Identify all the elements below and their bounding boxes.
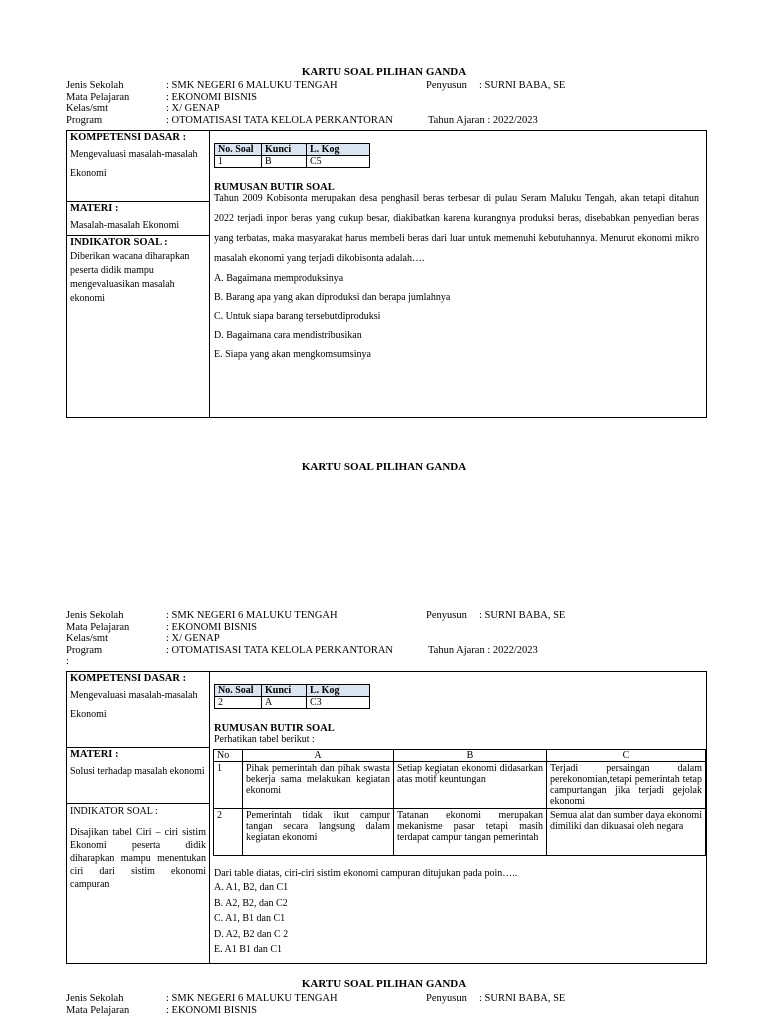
- key-value-no: 1: [215, 156, 262, 168]
- table-intro: Perhatikan tabel berikut :: [214, 734, 315, 745]
- kelas-value: : X/ GENAP: [166, 633, 220, 644]
- option-e: E. Siapa yang akan mengkomsumsinya: [214, 349, 371, 360]
- question-text: Dari table diatas, ciri-ciri sistim ekonomi campuran ditujukan pada poin…..: [214, 868, 518, 879]
- key-value-kunci: A: [262, 697, 307, 709]
- card1-key-table: [214, 143, 370, 168]
- question-text: Tahun 2009 Kobisonta merupakan desa penghasil beras terbesar di pulau Seram Maluku Tengah, akan tetapi ditahun 2022 terjadi inpor beras yang cukup besar, diakibatkan karena kurangnya produksi beras, disebabkan penyedian beras yang terbatas, maka masyarakat harus membeli beras dari luar untuk memenuhi kebutuhannya. Menurut ekonomi mikro masalah ekonomi yang terjadi dikobisonta adalah….: [214, 193, 699, 264]
- key-value-lkog: C5: [307, 156, 370, 168]
- penyusun-label: Penyusun: [426, 993, 467, 1004]
- table-header-no: No: [214, 750, 243, 762]
- kompetensi-text: Mengevaluasi masalah-masalah Ekonomi: [70, 149, 198, 179]
- jenis-sekolah-value: : SMK NEGERI 6 MALUKU TENGAH: [166, 610, 338, 621]
- rumusan-heading: RUMUSAN BUTIR SOAL: [214, 723, 335, 734]
- key-header-kunci: Kunci: [262, 144, 307, 156]
- option-c: C. A1, B1 dan C1: [214, 913, 286, 924]
- materi-text: Masalah-masalah Ekonomi: [70, 220, 180, 231]
- penyusun-value: : SURNI BABA, SE: [479, 610, 566, 621]
- program-label: Program: [66, 644, 103, 656]
- card1-left-column: [67, 131, 210, 417]
- option-e: E. A1 B1 dan C1: [214, 944, 283, 955]
- card3-title: KARTU SOAL PILIHAN GANDA: [301, 978, 467, 990]
- card2-body: [66, 671, 707, 964]
- tahun-ajaran: Tahun Ajaran : 2022/2023: [428, 644, 538, 656]
- penyusun-value: : SURNI BABA, SE: [479, 993, 566, 1004]
- mata-pelajaran-label: Mata Pelajaran: [66, 621, 130, 633]
- option-a: A. Bagaimana memproduksinya: [214, 273, 344, 284]
- card1-question-area: [214, 182, 699, 364]
- kompetensi-text: Mengevaluasi masalah-masalah Ekonomi: [70, 690, 198, 720]
- kelas-value: : X/ GENAP: [166, 103, 220, 114]
- option-a: A. A1, B2, dan C1: [214, 882, 289, 893]
- table-cell: Setiap kegiatan ekonomi didasarkan atas motif keuntungan: [394, 762, 547, 809]
- key-header-lkog: L. Kog: [307, 685, 370, 697]
- kompetensi-heading: KOMPETENSI DASAR :: [70, 673, 187, 684]
- penyusun-label: Penyusun: [426, 80, 467, 91]
- materi-text: Solusi terhadap masalah ekonomi: [70, 766, 205, 777]
- table-header-b: B: [394, 750, 547, 762]
- option-b: B. Barang apa yang akan diproduksi dan berapa jumlahnya: [214, 292, 451, 303]
- program-label: Program: [66, 114, 103, 126]
- indikator-text: Diberikan wacana diharapkan peserta didik mampu mengevaluasikan masalah ekonomi: [70, 251, 190, 304]
- mata-pelajaran-label: Mata Pelajaran: [66, 91, 130, 103]
- card2-title: KARTU SOAL PILIHAN GANDA: [301, 461, 467, 473]
- key-header-no: No. Soal: [215, 685, 262, 697]
- option-c: C. Untuk siapa barang tersebutdiproduksi: [214, 311, 381, 322]
- penyusun-label: Penyusun: [426, 610, 467, 621]
- table-cell: 1: [214, 762, 243, 809]
- table-header-a: A: [243, 750, 394, 762]
- card2-question-heading-area: [214, 723, 704, 745]
- table-cell: Tatanan ekonomi merupakan mekanisme pasar tetapi masih terdapat campur tangan pemerintah: [394, 809, 547, 856]
- indikator-heading: INDIKATOR SOAL :: [70, 806, 158, 817]
- mata-pelajaran-value: : EKONOMI BISNIS: [166, 621, 258, 633]
- option-d: D. Bagaimana cara mendistribusikan: [214, 330, 362, 341]
- table-header-c: C: [547, 750, 706, 762]
- stray-colon: :: [66, 656, 69, 667]
- card2-left-column: [67, 672, 210, 963]
- card2-header: [66, 610, 706, 668]
- key-header-lkog: L. Kog: [307, 144, 370, 156]
- kelas-label: Kelas/smt: [66, 633, 108, 644]
- table-cell: Semua alat dan sumber daya ekonomi dimiliki dan dikuasai oleh negara: [547, 809, 706, 856]
- mata-pelajaran-value: : EKONOMI BISNIS: [166, 1004, 258, 1016]
- ciri-ekonomi-table: [213, 749, 706, 856]
- key-value-kunci: B: [262, 156, 307, 168]
- kompetensi-heading: KOMPETENSI DASAR :: [70, 132, 187, 143]
- table-cell: Pihak pemerintah dan pihak swasta bekerja sama melakukan kegiatan ekonomi: [243, 762, 394, 809]
- card1-header: [66, 80, 706, 126]
- jenis-sekolah-value: : SMK NEGERI 6 MALUKU TENGAH: [166, 993, 338, 1004]
- card1-title: KARTU SOAL PILIHAN GANDA: [301, 66, 467, 78]
- tahun-ajaran: Tahun Ajaran : 2022/2023: [428, 114, 538, 126]
- jenis-sekolah-label: Jenis Sekolah: [66, 80, 124, 91]
- card1-body: [66, 130, 707, 418]
- key-value-no: 2: [215, 697, 262, 709]
- table-cell: Pemerintah tidak ikut campur tangan secara langsung dalam kegiatan ekonomi: [243, 809, 394, 856]
- card3-header: [66, 993, 706, 1016]
- program-value: : OTOMATISASI TATA KELOLA PERKANTORAN: [166, 644, 394, 656]
- mata-pelajaran-value: : EKONOMI BISNIS: [166, 91, 258, 103]
- key-header-no: No. Soal: [215, 144, 262, 156]
- indikator-text: Disajikan tabel Ciri – ciri sistim Ekonomi peserta didik diharapkan mampu menentukan ciri dari sistim ekonomi campuran: [70, 827, 206, 890]
- option-d: D. A2, B2 dan C 2: [214, 928, 289, 940]
- jenis-sekolah-value: : SMK NEGERI 6 MALUKU TENGAH: [166, 80, 338, 91]
- option-b: B. A2, B2, dan C2: [214, 897, 288, 909]
- key-header-kunci: Kunci: [262, 685, 307, 697]
- jenis-sekolah-label: Jenis Sekolah: [66, 993, 124, 1004]
- jenis-sekolah-label: Jenis Sekolah: [66, 610, 124, 621]
- card2-key-table: [214, 684, 370, 709]
- mata-pelajaran-label: Mata Pelajaran: [66, 1004, 130, 1016]
- program-value: : OTOMATISASI TATA KELOLA PERKANTORAN: [166, 114, 394, 126]
- key-value-lkog: C3: [307, 697, 370, 709]
- materi-heading: MATERI :: [70, 203, 119, 214]
- materi-heading: MATERI :: [70, 749, 119, 760]
- rumusan-heading: RUMUSAN BUTIR SOAL: [214, 182, 335, 193]
- card2-question-area: [214, 868, 704, 958]
- penyusun-value: : SURNI BABA, SE: [479, 80, 566, 91]
- table-cell: 2: [214, 809, 243, 856]
- table-cell: Terjadi persaingan dalam perekonomian,tetapi pemerintah tetap campurtangan jika terjadi gejolak ekonomi: [547, 762, 706, 809]
- kelas-label: Kelas/smt: [66, 103, 108, 114]
- indikator-heading: INDIKATOR SOAL :: [70, 237, 168, 248]
